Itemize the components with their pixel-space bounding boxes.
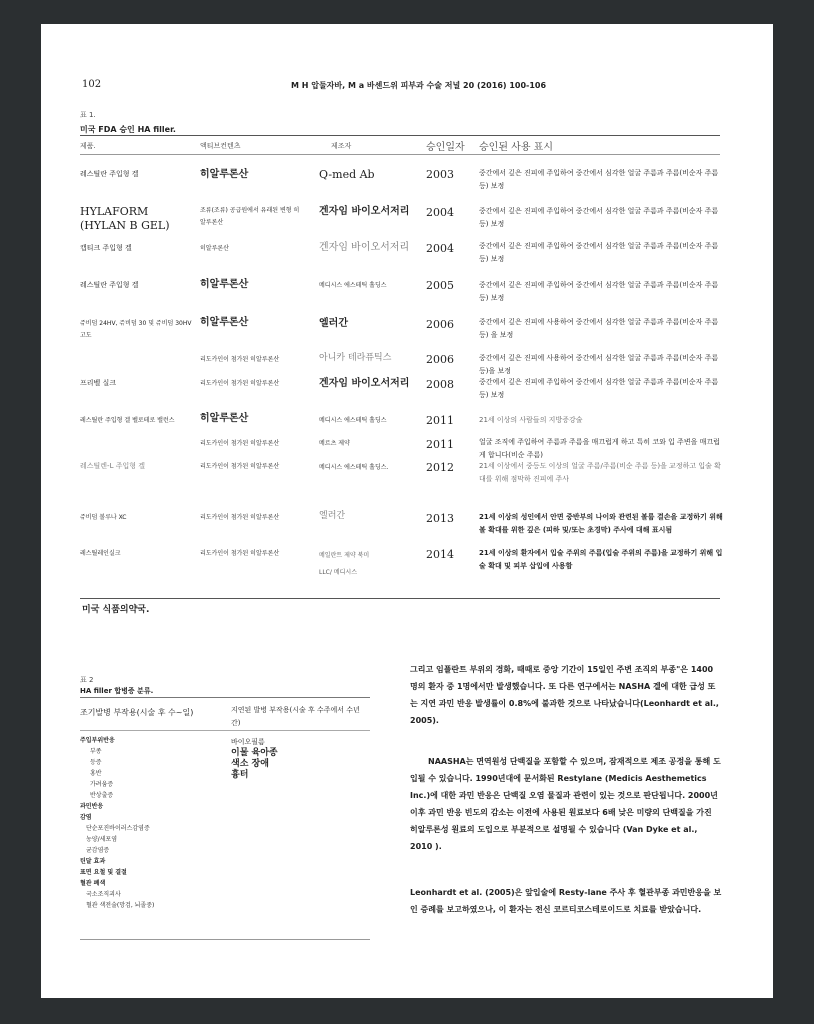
table2-left-item: 혈관 색전술(망검, 뇌졸중): [86, 902, 155, 909]
table2-left-item: 감염: [80, 814, 92, 821]
body-paragraph: NAASHA는 면역원성 단백질을 포함할 수 있으며, 잠재적으로 제조 공정을 통해 도입될 수 있습니다. 1990년대에 문서화된 Restylane (Medicis Aesthemetics Inc.)에 대한 과민 반응은 단백질 오염 물질과 관련이 있는 것으로 판단됩니다. 2000년 이후 과민 반응 빈도의 감소는 이전에 사용된 원료보다 6배 낮은 미량의 단백질을 가진 히알루론성 원료의 도입으로 부분적으로 설명될 수 있습니다 (Van Dyke et al., 2010 ).: [410, 757, 721, 851]
table2-label: 표 2: [80, 676, 94, 684]
table-cell-ingredient: 리도카인이 첨가된 히알루론산: [200, 550, 280, 557]
table2-left-item: 혈관 폐색: [80, 880, 106, 887]
table1-label: 표 1.: [80, 111, 96, 119]
table-cell-ingredient: 히알루론산: [200, 413, 249, 424]
table-cell-use: 21세 이상의 성인에서 안면 중반부의 나이와 관련된 볼륨 결손을 교정하기 위해 볼 확대를 위한 깊은 (피하 및/또는 초경막) 주사에 대해 표시됨: [479, 513, 723, 534]
table2-left-item: 가려움증: [90, 781, 114, 788]
table-cell-year: 2012: [426, 461, 454, 474]
table-cell-ingredient: 리도카인이 첨가된 히알루론산: [200, 463, 280, 470]
col-year: 승인일자: [426, 142, 465, 153]
table2-left-item: 틴달 효과: [80, 858, 106, 865]
table-cell-maker: Q-med Ab: [319, 168, 375, 181]
table2-head-right: 지연된 발병 부작용(시술 후 수주에서 수년간): [231, 706, 360, 727]
table-cell-use: 중간에서 깊은 진피에 주입하여 중간에서 심각한 얼굴 주름과 주름(비순자 주름 등) 보정: [479, 207, 719, 228]
table-cell-use: 중간에서 깊은 진피에 주입하여 중간에서 심각한 얼굴 주름과 주름(비순자 주름 등) 보정: [479, 281, 719, 302]
table2-head-left: 조기발병 부작용(시술 후 수~일): [80, 708, 194, 717]
table-cell-use: 21세 이상에서 중등도 이상의 얼굴 주름/주름(비순 주름 등)을 교정하고 입술 확대를 위해 점막하 진피에 주사: [479, 462, 721, 483]
table-cell-use: 얼굴 조직에 주입하여 주름과 주름을 매끄럽게 하고 특히 코와 입 주변을 매끄럽게 합니다(비순 주름): [479, 438, 720, 459]
table-cell-use: 21세 이상의 사람들의 지방증강술: [479, 416, 583, 424]
table2-head-rule: [80, 730, 370, 731]
table-cell-ingredient: 조류(조류) 공급원에서 유래된 변형 히알루론산: [200, 207, 300, 226]
table-cell-ingredient: 히알루론산: [200, 279, 249, 290]
table1-caption: 미국 FDA 승인 HA filler.: [80, 125, 176, 134]
table-cell-product: 레스틸레인실크: [80, 550, 121, 557]
table-cell-product: 레스틸란 주입형 겔: [80, 281, 139, 289]
table2-left-list: [80, 735, 154, 911]
table-cell-maker: 메디시스 에스테틱 홀딩스.: [319, 464, 389, 471]
table-cell-year: 2004: [426, 242, 454, 255]
table-cell-ingredient: 히알루론산: [200, 245, 229, 252]
table-cell-year: 2004: [426, 206, 454, 219]
table2-right-item: 흉터: [231, 770, 249, 780]
table-cell-product: 쥬비덤 볼루나 XC: [80, 514, 127, 521]
table2-right-item: 이물 육아종: [231, 748, 278, 758]
table-cell-maker: 엘러간: [319, 318, 348, 329]
table1-head-rule: [80, 154, 720, 155]
col-product: 제품.: [80, 142, 96, 150]
table-cell-maker: 아니카 테라퓨틱스: [319, 353, 392, 363]
table-cell-ingredient: 히알루론산: [200, 169, 249, 180]
table-cell-year: 2014: [426, 548, 454, 561]
table2-left-item: 주입부위반응: [80, 737, 115, 744]
table-cell-product: HYLAFORM (HYLAN B GEL): [80, 205, 170, 232]
table-cell-ingredient: 리도카인이 첨가된 히알루론산: [200, 440, 280, 447]
table2-left-item: 과민반응: [80, 803, 104, 810]
col-use: 승인된 사용 표시: [479, 142, 553, 153]
table-cell-maker: 메디시스 에스테틱 홀딩스: [319, 282, 387, 289]
table1-footnote: 미국 식품의약국.: [82, 605, 150, 615]
table-cell-ingredient: 리도카인이 첨가된 히알루론산: [200, 514, 280, 521]
table-cell-product: 레스틸란 주입형 겔 벨로테로 밸런스: [80, 417, 175, 424]
table-cell-use: 중간에서 깊은 진피에 사용하여 중간에서 심각한 얼굴 주름과 주름(비순자 주름 등)을 보정: [479, 354, 719, 375]
table2-left-item: 홍반: [90, 770, 102, 777]
table-cell-year: 2011: [426, 414, 454, 427]
table-cell-maker: 메일란트 제약 북미 LLC/ 메디시스: [319, 552, 370, 576]
table-cell-maker: 메르츠 제약: [319, 440, 350, 447]
running-title: M H 압둘자바, M a 바센드위 피부과 수술 저널 20 (2016) 100-106: [291, 81, 547, 90]
table-cell-year: 2008: [426, 378, 454, 391]
document-page: [41, 24, 773, 998]
table2-right-item: 바이오필름: [231, 738, 265, 746]
table-cell-product: 프리벨 실크: [80, 379, 117, 387]
table-cell-ingredient: 히알루론산: [200, 317, 249, 328]
table-cell-maker: 겐자임 바이오서저리: [319, 378, 410, 389]
table-cell-use: 21세 이상의 환자에서 입술 주위의 주름(입술 주위의 주름)을 교정하기 위해 입술 확대 및 피부 삽입에 사용함: [479, 549, 723, 570]
table-cell-use: 중간에서 깊은 진피에 주입하여 중간에서 심각한 얼굴 주름과 주름(비순자 주름 등) 보정: [479, 242, 719, 263]
table-cell-year: 2006: [426, 318, 454, 331]
table-cell-maker: 엘러간: [319, 511, 346, 521]
table-cell-ingredient: 리도카인이 첨가된 히알루론산: [200, 380, 280, 387]
table-cell-use: 중간에서 깊은 진피에 주입하여 중간에서 심각한 얼굴 주름과 주름(비순자 주름 등) 보정: [479, 169, 719, 190]
table2-left-item: 단순포진바이러스감염증: [86, 825, 150, 832]
table-cell-maker: 겐자임 바이오서저리: [319, 242, 410, 253]
table2-left-item: 부종: [90, 748, 102, 755]
table1-top-rule: [80, 135, 720, 136]
table2-left-item: 표면 요철 및 결절: [80, 869, 127, 876]
table-cell-year: 2003: [426, 168, 454, 181]
table2-left-item: 등증: [90, 759, 102, 766]
table2-left-item: 농양/세포염: [86, 836, 118, 843]
table2-left-item: 국소조직괴사: [86, 891, 121, 898]
table2-caption: HA filler 합병증 분류.: [80, 687, 154, 695]
table-cell-year: 2006: [426, 353, 454, 366]
col-ingredient: 액티브컨텐츠: [200, 142, 241, 150]
table2-right-list: [231, 737, 278, 781]
table-cell-use: 중간에서 깊은 진피에 사용하여 중간에서 심각한 얼굴 주름과 주름(비순자 주름 등) 을 보정: [479, 318, 719, 339]
table-cell-maker: 메디시스 에스테틱 홀딩스: [319, 417, 387, 424]
page-number: 102: [82, 79, 102, 90]
table-cell-product: 레스틸란 주입형 겔: [80, 170, 139, 178]
table-cell-product: 레스틸렌-L 주입형 겔: [80, 462, 145, 470]
table-cell-use: 중간에서 깊은 진피에 주입하여 중간에서 심각한 얼굴 주름과 주름(비순자 주름 등) 보정: [479, 378, 719, 399]
table2-right-item: 색소 장애: [231, 759, 269, 769]
table2-left-item: 균감염증: [86, 847, 110, 854]
table-cell-year: 2013: [426, 512, 454, 525]
table-cell-ingredient: 리도카인이 첨가된 히알루론산: [200, 356, 280, 363]
table-cell-year: 2011: [426, 438, 454, 451]
col-maker: 제조자: [331, 142, 352, 150]
table2-bottom-rule: [80, 939, 370, 940]
table-cell-maker: 겐자임 바이오서저리: [319, 206, 410, 217]
table2-left-item: 반상출증: [90, 792, 114, 799]
table-cell-product: 쥬비덤 24HV, 쥬비덤 30 및 쥬비덤 30HV 고도: [80, 320, 192, 339]
body-paragraph: Leonhardt et al. (2005)은 앞입술에 Resty-lane 주사 후 혈관부종 과민반응을 보인 증례를 보고하였으나, 이 환자는 전신 코르티코스테로이드로 치료를 받았습니다.: [410, 888, 722, 914]
body-paragraph: 그리고 임플란트 부위의 경화, 때때로 중앙 기간이 15일인 주변 조직의 부종"은 1400 명의 환자 중 1명에서만 발생했습니다. 또 다른 연구에서는 NASHA 겔에 대한 급성 또는 지연 과민 반응 발생률이 0.8%에 불과한 것으로 나타났습니다(Leonhardt et al., 2005).: [410, 665, 719, 725]
table-cell-year: 2005: [426, 279, 454, 292]
table2-top-rule: [80, 697, 370, 698]
table1-bottom-rule: [80, 598, 720, 599]
table-cell-product: 캡티크 주입형 겔: [80, 244, 132, 252]
